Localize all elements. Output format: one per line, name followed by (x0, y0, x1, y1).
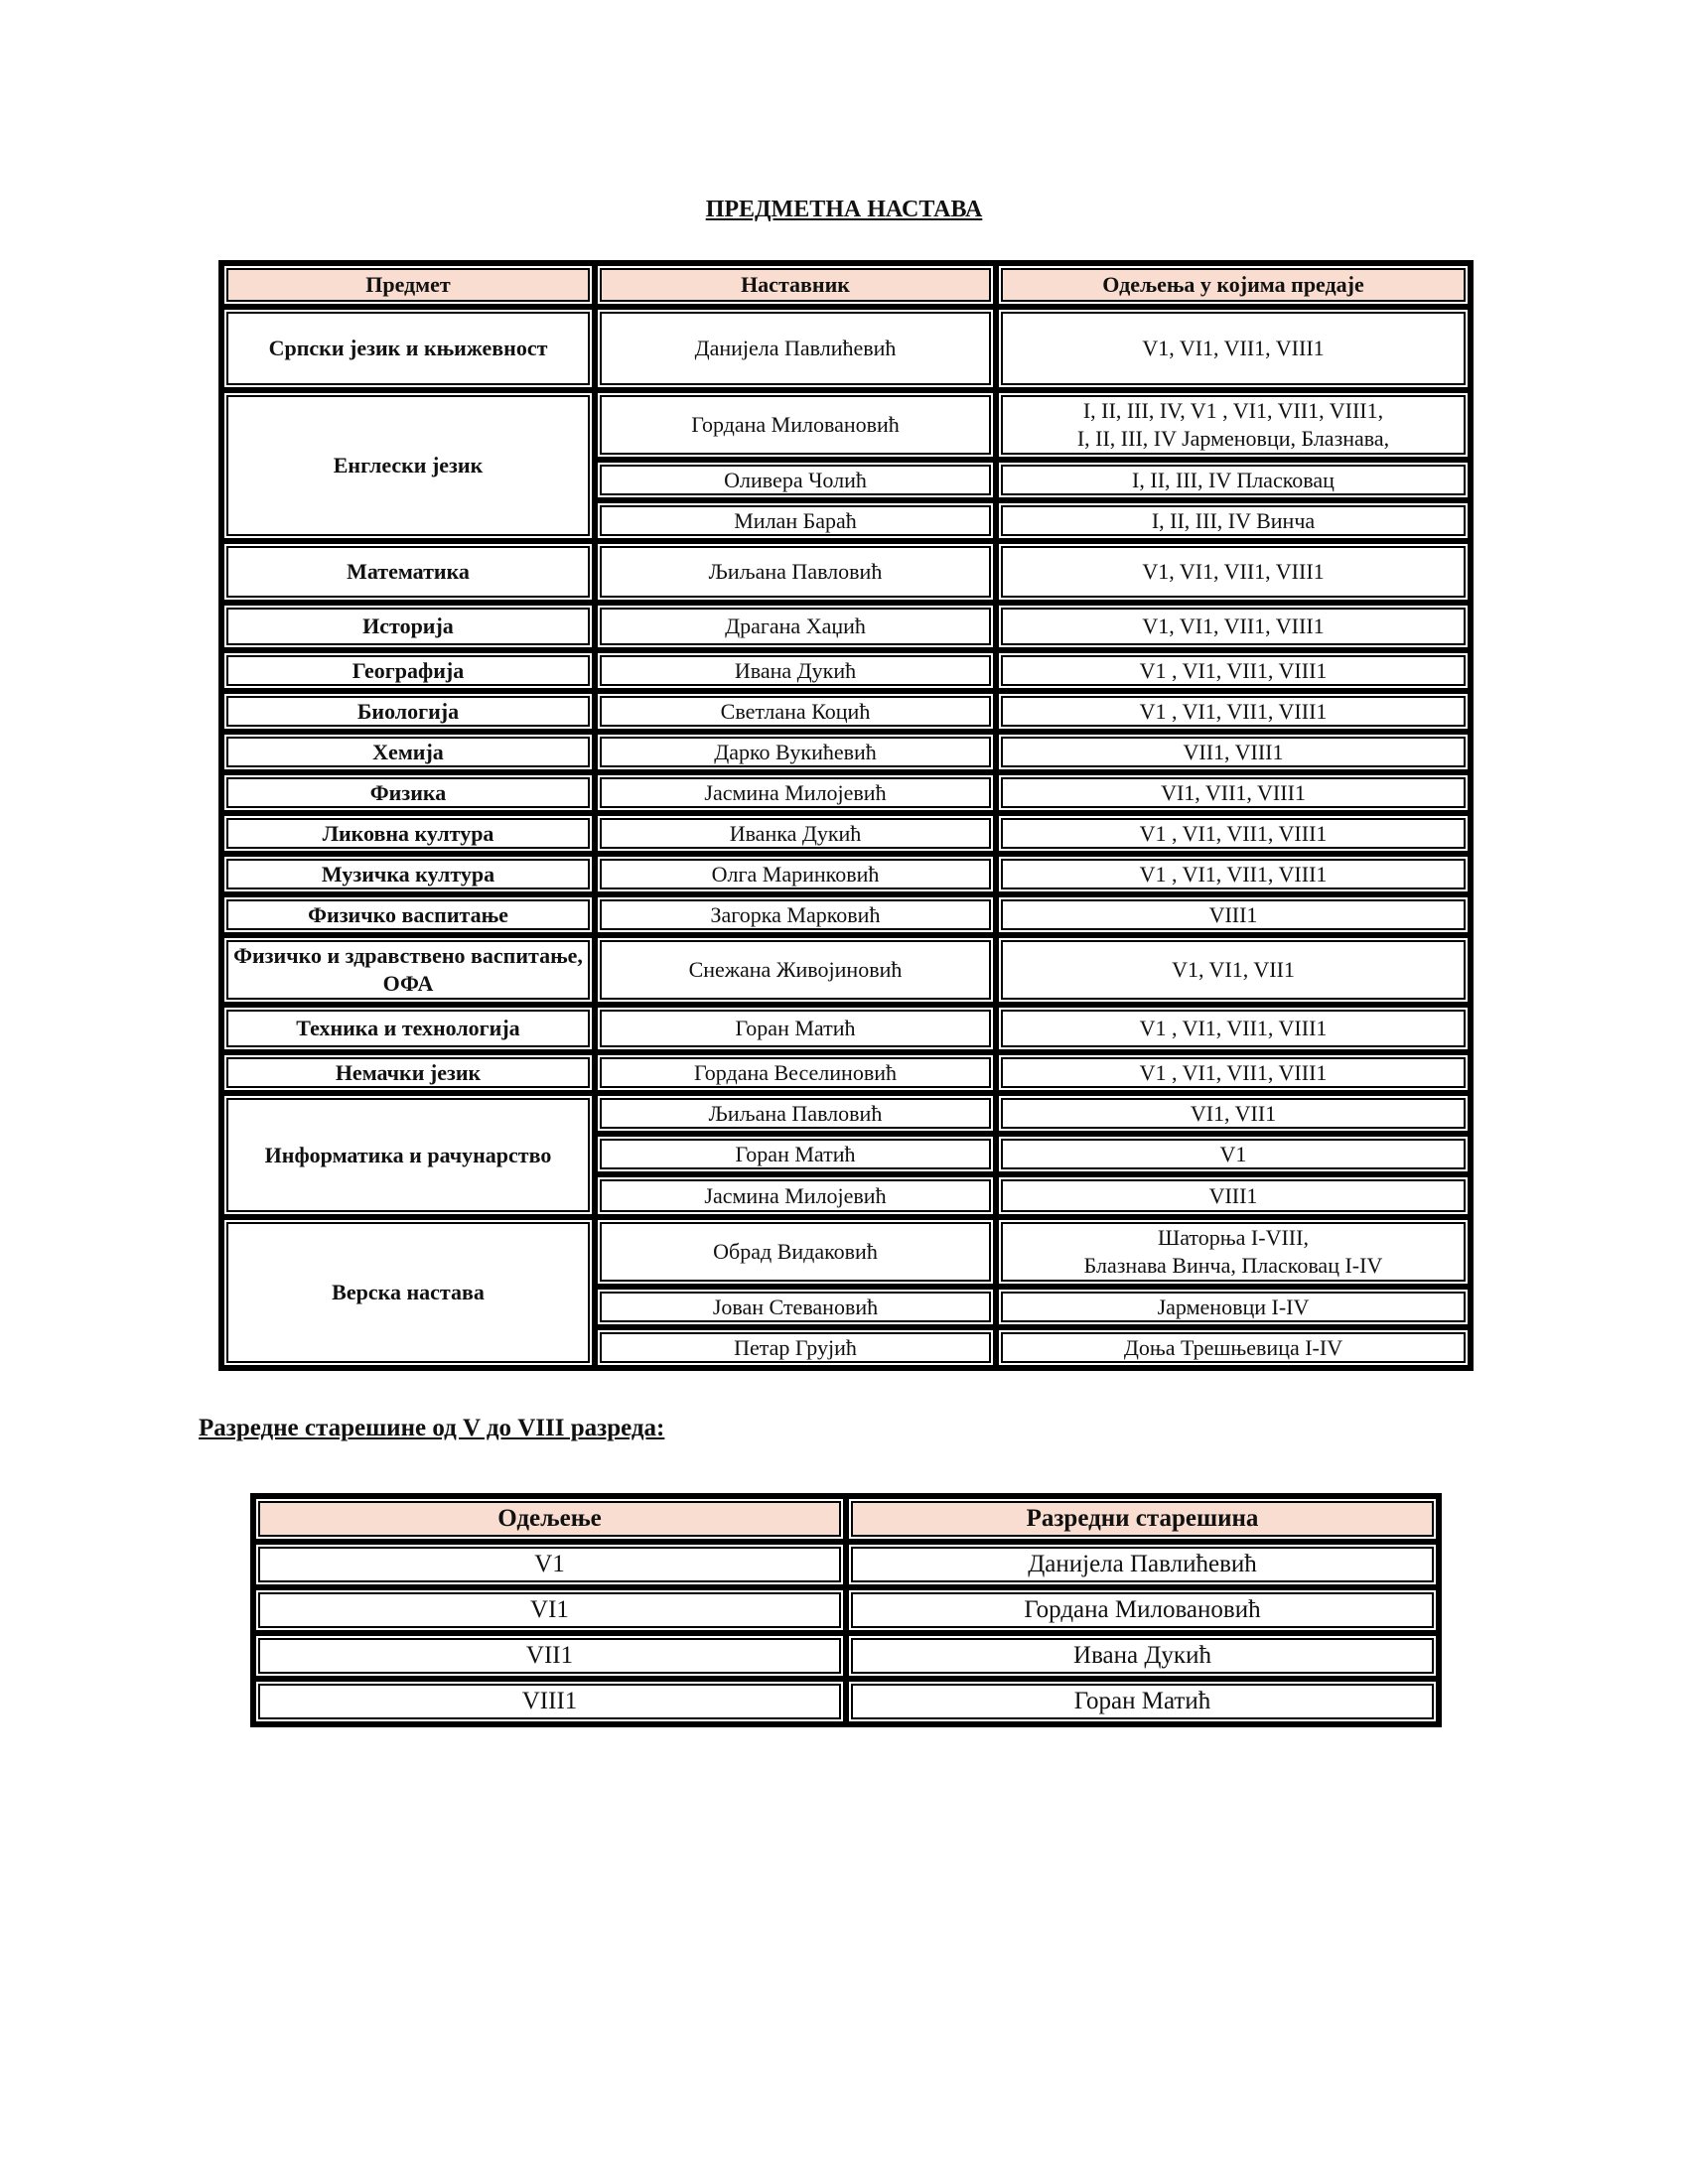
teacher-cell: Љиљана Павловић (598, 544, 993, 600)
table-row (256, 1590, 1436, 1630)
table-row (224, 1220, 1468, 1284)
classes-cell: I, II, III, IV, V1 , VI1, VII1, VIII1, I, II, III, IV Јарменовци, Блазнава, (999, 393, 1468, 457)
teacher-cell: Данијела Павлићевић (598, 310, 993, 387)
table-row (224, 816, 1468, 851)
teacher-cell: Загорка Марковић (598, 897, 993, 932)
table-row (224, 775, 1468, 810)
header-classes: Одељења у којима предаје (999, 266, 1468, 304)
table-row (224, 1008, 1468, 1049)
classes-cell: V1, VI1, VII1, VIII1 (999, 310, 1468, 387)
table-row (224, 938, 1468, 1002)
classes-cell: Доња Трешњевица I-IV (999, 1330, 1468, 1365)
table-row (256, 1636, 1436, 1676)
subject-cell: Физика (224, 775, 592, 810)
homeroom-teacher-cell: Гордана Миловановић (849, 1590, 1436, 1630)
table-row (224, 310, 1468, 387)
table-row (224, 694, 1468, 729)
homeroom-teacher-cell: Данијела Павлићевић (849, 1545, 1436, 1584)
classes-cell: V1, VI1, VII1, VIII1 (999, 544, 1468, 600)
classes-cell: V1 , VI1, VII1, VIII1 (999, 1008, 1468, 1049)
header-homeroom-teacher: Разредни старешина (849, 1499, 1436, 1539)
subjects-table (218, 260, 1474, 1371)
classes-cell: I, II, III, IV Винча (999, 503, 1468, 538)
teacher-cell: Снежана Живојиновић (598, 938, 993, 1002)
teacher-cell: Петар Грујић (598, 1330, 993, 1365)
teacher-cell: Љиљана Павловић (598, 1096, 993, 1131)
subject-cell: Хемија (224, 735, 592, 769)
teacher-cell: Јасмина Милојевић (598, 775, 993, 810)
header-subject: Предмет (224, 266, 592, 304)
subject-cell: Техника и технологија (224, 1008, 592, 1049)
homeroom-table (250, 1493, 1442, 1727)
table-header-row (256, 1499, 1436, 1539)
table-row (256, 1682, 1436, 1721)
table-row (224, 393, 1468, 457)
classes-cell: Шаторња I-VIII, Блазнава Винча, Пласковац I-IV (999, 1220, 1468, 1284)
classes-cell: VI1, VII1, VIII1 (999, 775, 1468, 810)
table-row (224, 1096, 1468, 1131)
classes-cell: V1 , VI1, VII1, VIII1 (999, 1055, 1468, 1090)
teacher-cell: Ивана Дукић (598, 653, 993, 688)
class-cell: VIII1 (256, 1682, 843, 1721)
classes-cell: VIII1 (999, 897, 1468, 932)
teacher-cell: Јасмина Милојевић (598, 1177, 993, 1214)
header-class: Одељење (256, 1499, 843, 1539)
classes-cell: I, II, III, IV Пласковац (999, 463, 1468, 497)
subject-cell: Ликовна култура (224, 816, 592, 851)
classes-cell: VII1, VIII1 (999, 735, 1468, 769)
table-row (224, 606, 1468, 647)
classes-cell: V1 , VI1, VII1, VIII1 (999, 694, 1468, 729)
teacher-cell: Гордана Веселиновић (598, 1055, 993, 1090)
teacher-cell: Горан Матић (598, 1137, 993, 1171)
teacher-cell: Драгана Хаџић (598, 606, 993, 647)
subject-cell: Информатика и рачунарство (224, 1096, 592, 1214)
table-row (224, 897, 1468, 932)
table-row (224, 735, 1468, 769)
subject-cell: Енглески језик (224, 393, 592, 538)
classes-cell: Јарменовци I-IV (999, 1290, 1468, 1324)
class-cell: V1 (256, 1545, 843, 1584)
page-title: ПРЕДМЕТНА НАСТАВА (705, 197, 983, 222)
subject-cell: Физичко и здравствено васпитање, ОФА (224, 938, 592, 1002)
table-row (224, 857, 1468, 891)
teacher-cell: Обрад Видаковић (598, 1220, 993, 1284)
class-cell: VII1 (256, 1636, 843, 1676)
homeroom-section-title: Разредне старешине од V до VIII разреда: (199, 1415, 665, 1441)
subject-cell: Верска настава (224, 1220, 592, 1365)
subject-cell: Историја (224, 606, 592, 647)
classes-cell: V1 (999, 1137, 1468, 1171)
teacher-cell: Олга Маринковић (598, 857, 993, 891)
table-row (224, 653, 1468, 688)
table-row (256, 1545, 1436, 1584)
subject-cell: Физичко васпитање (224, 897, 592, 932)
teacher-cell: Јован Стевановић (598, 1290, 993, 1324)
classes-cell: VI1, VII1 (999, 1096, 1468, 1131)
teacher-cell: Дарко Вукићевић (598, 735, 993, 769)
classes-cell: VIII1 (999, 1177, 1468, 1214)
subject-cell: Биологија (224, 694, 592, 729)
classes-cell: V1 , VI1, VII1, VIII1 (999, 816, 1468, 851)
header-teacher: Наставник (598, 266, 993, 304)
table-header-row (224, 266, 1468, 304)
table-row (224, 544, 1468, 600)
class-cell: VI1 (256, 1590, 843, 1630)
classes-cell: V1, VI1, VII1 (999, 938, 1468, 1002)
table-row (224, 1055, 1468, 1090)
classes-cell: V1, VI1, VII1, VIII1 (999, 606, 1468, 647)
teacher-cell: Милан Бараћ (598, 503, 993, 538)
subject-cell: Немачки језик (224, 1055, 592, 1090)
subject-cell: Математика (224, 544, 592, 600)
subject-cell: Српски језик и књижевност (224, 310, 592, 387)
classes-cell: V1 , VI1, VII1, VIII1 (999, 653, 1468, 688)
teacher-cell: Горан Матић (598, 1008, 993, 1049)
teacher-cell: Иванка Дукић (598, 816, 993, 851)
teacher-cell: Гордана Миловановић (598, 393, 993, 457)
classes-cell: V1 , VI1, VII1, VIII1 (999, 857, 1468, 891)
subject-cell: Географија (224, 653, 592, 688)
subject-cell: Музичка култура (224, 857, 592, 891)
homeroom-teacher-cell: Горан Матић (849, 1682, 1436, 1721)
teacher-cell: Светлана Коцић (598, 694, 993, 729)
teacher-cell: Оливера Чолић (598, 463, 993, 497)
homeroom-teacher-cell: Ивана Дукић (849, 1636, 1436, 1676)
